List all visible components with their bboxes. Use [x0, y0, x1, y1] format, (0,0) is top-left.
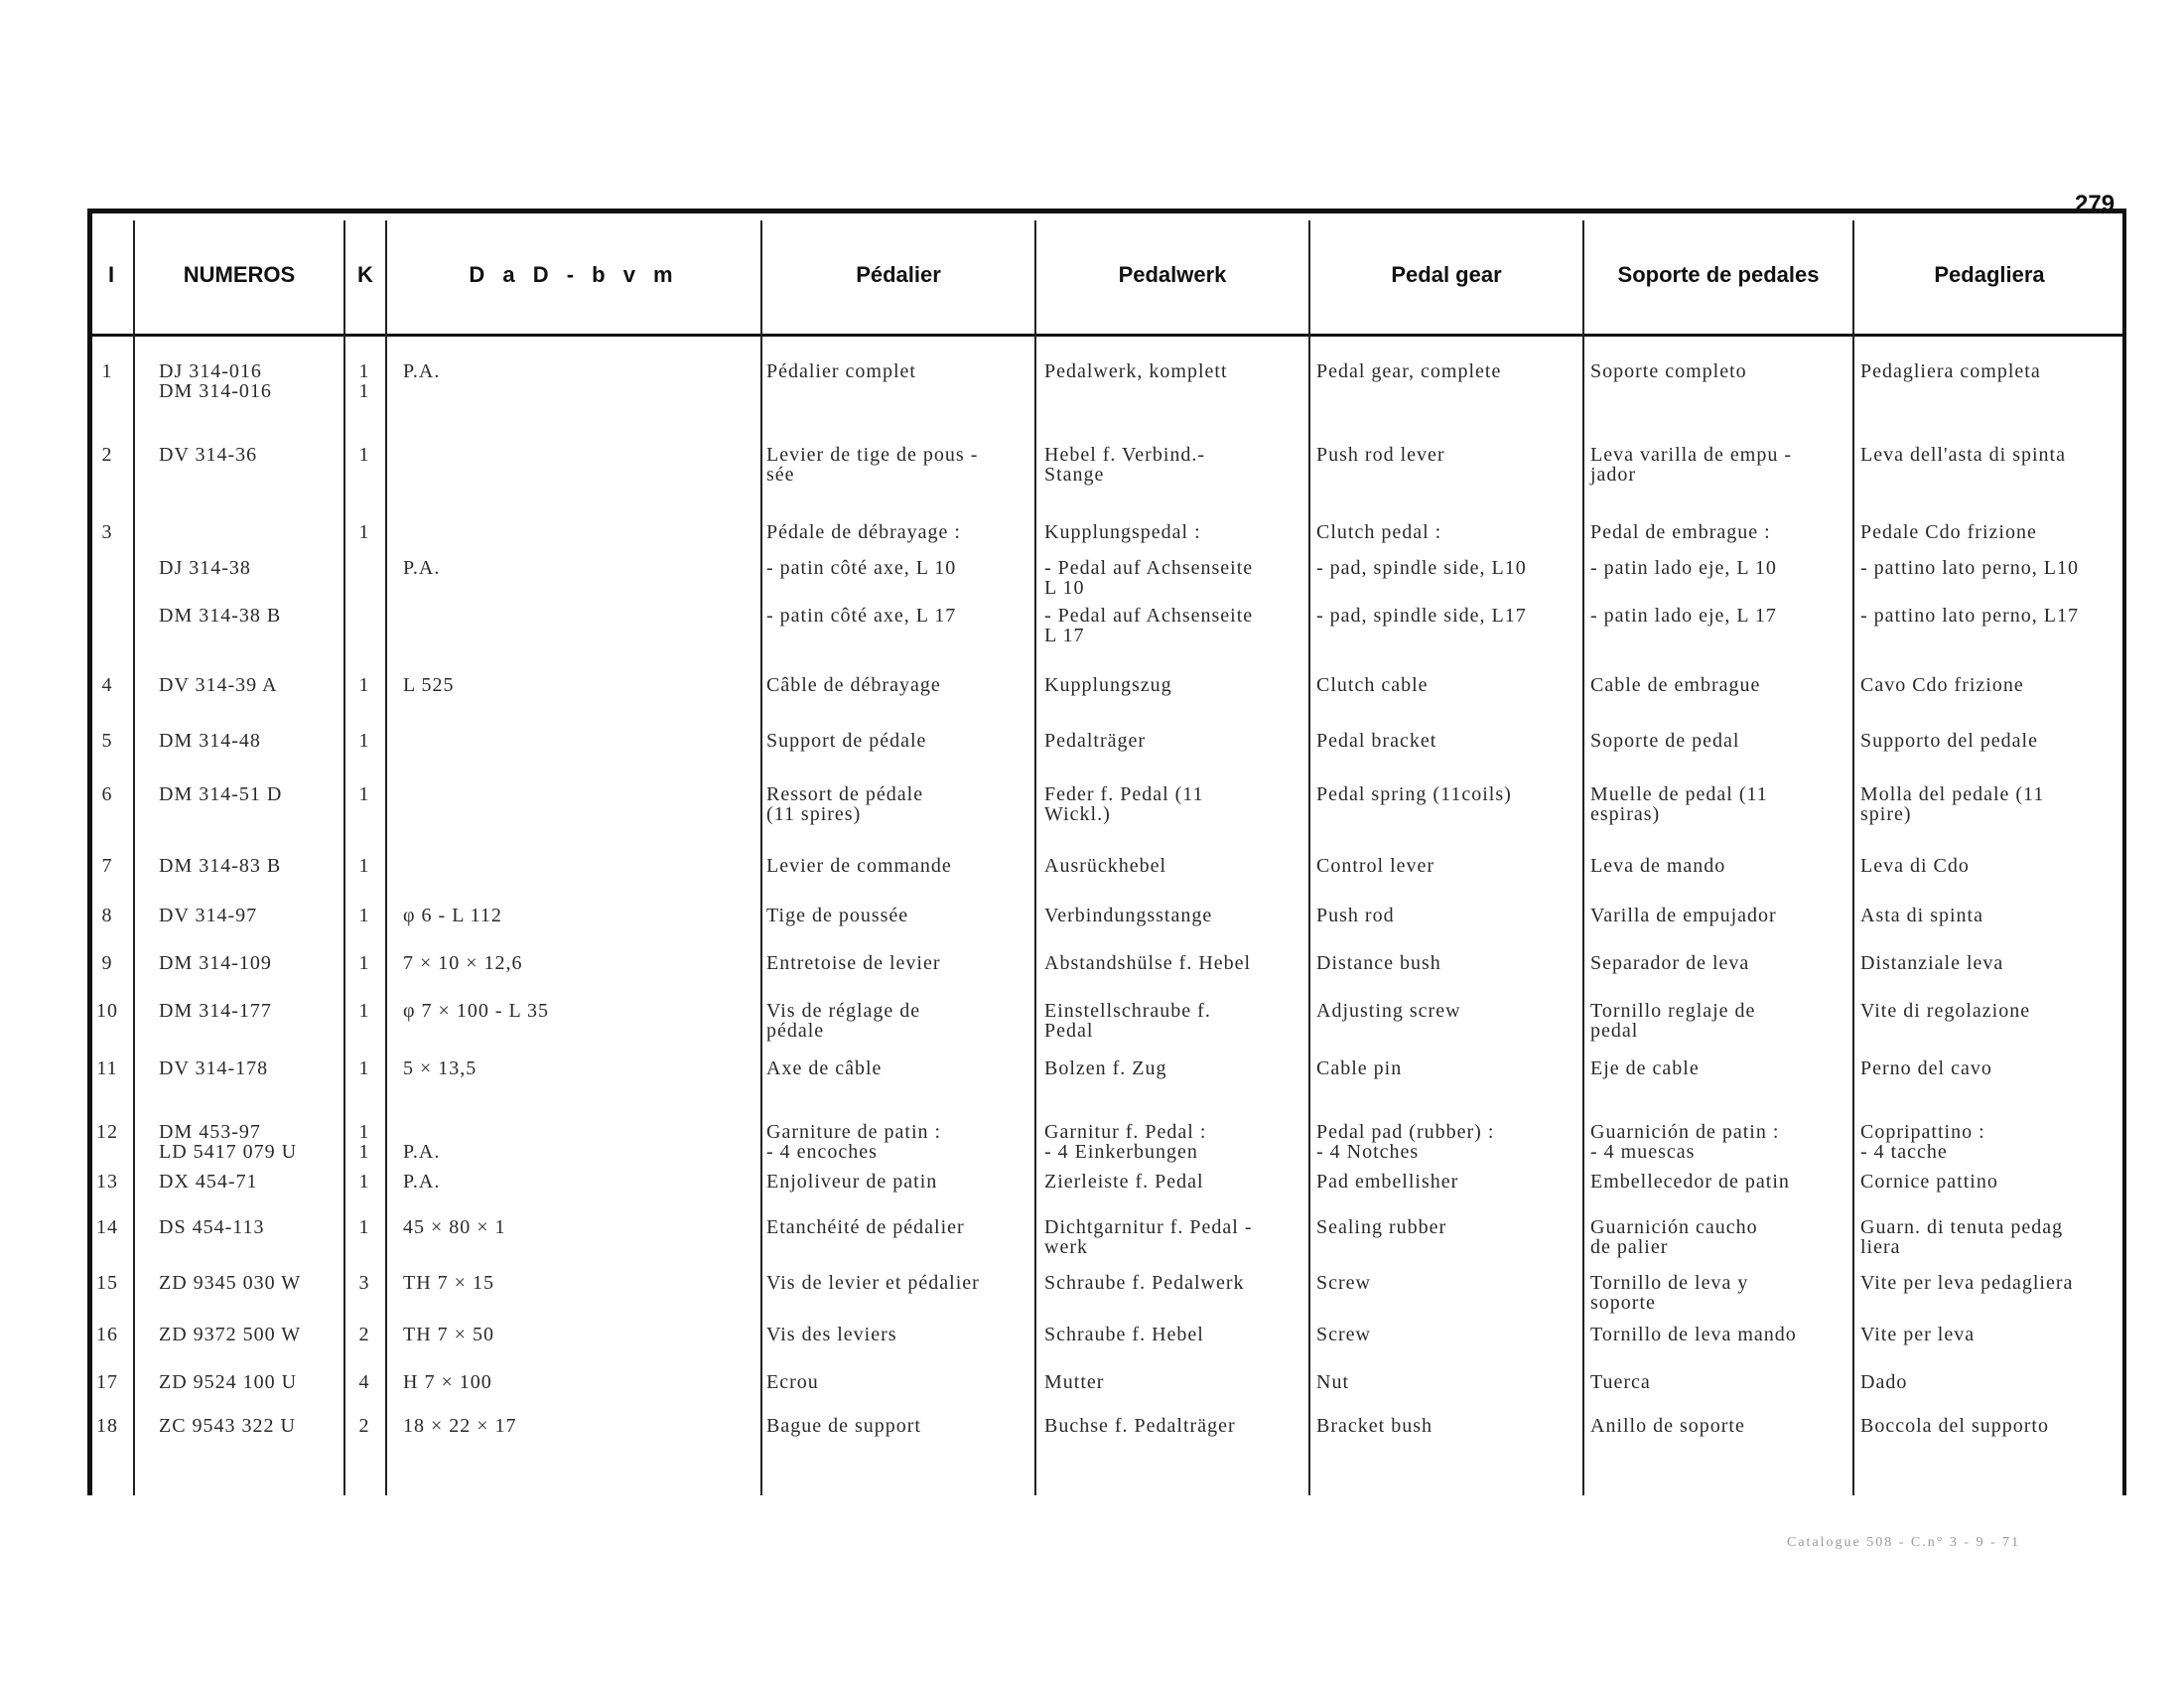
description-french: Levier de tige de pous - sée [766, 444, 979, 486]
header-german: Pedalwerk [1118, 262, 1227, 287]
column-divider [1034, 220, 1036, 1495]
description-french: Vis des leviers [766, 1324, 897, 1345]
description-german: Dichtgarnitur f. Pedal - werk [1044, 1216, 1253, 1258]
description-english: Bracket bush [1316, 1415, 1433, 1437]
description-italian: - pattino lato perno, L17 [1860, 605, 2079, 627]
description-spanish: Anillo de soporte [1590, 1415, 1745, 1437]
description-german: Schraube f. Pedalwerk [1044, 1272, 1245, 1294]
quantity: 1 [358, 521, 370, 543]
description-french: Pédalier complet [766, 360, 916, 382]
description-german: Abstandshülse f. Hebel [1044, 952, 1252, 974]
description-spanish: Pedal de embrague : [1590, 521, 1771, 543]
description-english: Push rod lever [1316, 444, 1445, 466]
description-italian: Copripattino : - 4 tacche [1860, 1121, 1985, 1163]
item-number: 6 [101, 783, 113, 805]
dimensions: φ 7 × 100 - L 35 [403, 1000, 549, 1022]
description-german: Pedalträger [1044, 730, 1147, 752]
item-number: 2 [101, 444, 113, 466]
description-english: Screw [1316, 1272, 1371, 1294]
description-french: - patin côté axe, L 17 [766, 605, 957, 627]
part-number: DJ 314-016 DM 314-016 [159, 360, 272, 402]
description-italian: Vite per leva [1860, 1324, 1976, 1345]
description-english: Sealing rubber [1316, 1216, 1447, 1238]
description-english: Pedal gear, complete [1316, 360, 1502, 382]
description-italian: Molla del pedale (11 spire) [1860, 783, 2045, 825]
part-number: DV 314-97 [159, 905, 258, 926]
quantity: 1 [358, 1000, 370, 1022]
description-spanish: Guarnición de patin : - 4 muescas [1590, 1121, 1780, 1163]
header-spanish: Soporte de pedales [1617, 262, 1820, 287]
description-italian: Guarn. di tenuta pedag liera [1860, 1216, 2064, 1258]
part-number: DM 314-109 [159, 952, 272, 974]
column-divider [760, 220, 762, 1495]
description-english: Nut [1316, 1371, 1349, 1393]
page-number: 279 [2075, 191, 2116, 217]
column-divider [133, 220, 135, 1495]
description-french: Câble de débrayage [766, 674, 941, 696]
header-numeros: NUMEROS [183, 262, 296, 287]
item-number: 18 [96, 1415, 118, 1437]
description-german: Schraube f. Hebel [1044, 1324, 1204, 1345]
quantity: 2 [358, 1324, 370, 1345]
item-number: 15 [96, 1272, 118, 1294]
description-french: Etanchéité de pédalier [766, 1216, 965, 1238]
quantity: 1 [358, 444, 370, 466]
description-french: Enjoliveur de patin [766, 1171, 938, 1193]
description-german: Feder f. Pedal (11 Wickl.) [1044, 783, 1204, 825]
dimensions: TH 7 × 50 [403, 1324, 494, 1345]
quantity: 1 [358, 905, 370, 926]
description-german: Buchse f. Pedalträger [1044, 1415, 1236, 1437]
part-number: DX 454-71 [159, 1171, 258, 1193]
description-italian: Leva di Cdo [1860, 855, 1970, 877]
description-spanish: Tornillo de leva y soporte [1590, 1272, 1749, 1314]
item-number: 4 [101, 674, 113, 696]
dimensions: TH 7 × 15 [403, 1272, 494, 1294]
description-spanish: Soporte de pedal [1590, 730, 1740, 752]
description-english: Control lever [1316, 855, 1435, 877]
dimensions: P.A. [403, 360, 441, 382]
description-spanish: Embellecedor de patin [1590, 1171, 1790, 1193]
description-french: - patin côté axe, L 10 [766, 557, 957, 579]
description-french: Tige de poussée [766, 905, 909, 926]
item-number: 11 [96, 1057, 118, 1079]
part-number: DS 454-113 [159, 1216, 265, 1238]
description-german: - Pedal auf Achsenseite L 17 [1044, 605, 1254, 646]
item-number: 9 [101, 952, 113, 974]
description-spanish: Tornillo de leva mando [1590, 1324, 1797, 1345]
description-spanish: Tornillo reglaje de pedal [1590, 1000, 1756, 1042]
item-number: 8 [101, 905, 113, 926]
description-spanish: Guarnición caucho de palier [1590, 1216, 1758, 1258]
description-german: - Pedal auf Achsenseite L 10 [1044, 557, 1254, 599]
dimensions: P.A. [403, 557, 441, 579]
part-number: DM 314-177 [159, 1000, 272, 1022]
description-italian: Supporto del pedale [1860, 730, 2038, 752]
description-french: Pédale de débrayage : [766, 521, 961, 543]
dimensions: 7 × 10 × 12,6 [403, 952, 523, 974]
description-german: Mutter [1044, 1371, 1105, 1393]
part-number: ZD 9372 500 W [159, 1324, 302, 1345]
description-spanish: Leva de mando [1590, 855, 1726, 877]
header-italian: Pedagliera [1934, 262, 2045, 287]
description-italian: Asta di spinta [1860, 905, 1983, 926]
description-german: Ausrückhebel [1044, 855, 1167, 877]
description-french: Levier de commande [766, 855, 952, 877]
description-english: Adjusting screw [1316, 1000, 1461, 1022]
quantity: 3 [358, 1272, 370, 1294]
description-english: Pedal spring (11coils) [1316, 783, 1512, 805]
part-number: DV 314-178 [159, 1057, 269, 1079]
part-number: ZD 9524 100 U [159, 1371, 298, 1393]
quantity: 1 [358, 855, 370, 877]
description-german: Zierleiste f. Pedal [1044, 1171, 1204, 1193]
item-number: 17 [96, 1371, 118, 1393]
description-german: Hebel f. Verbind.- Stange [1044, 444, 1206, 486]
dimensions: H 7 × 100 [403, 1371, 492, 1393]
header-english: Pedal gear [1391, 262, 1502, 287]
description-english: Clutch cable [1316, 674, 1429, 696]
description-english: Pad embellisher [1316, 1171, 1459, 1193]
description-italian: Distanziale leva [1860, 952, 2004, 974]
column-divider [385, 220, 387, 1495]
part-number: DV 314-39 A [159, 674, 278, 696]
description-english: - pad, spindle side, L17 [1316, 605, 1527, 627]
quantity: 2 [358, 1415, 370, 1437]
description-french: Entretoise de levier [766, 952, 941, 974]
description-french: Axe de câble [766, 1057, 883, 1079]
header-k: K [357, 262, 373, 287]
description-french: Ressort de pédale (11 spires) [766, 783, 924, 825]
description-english: - pad, spindle side, L10 [1316, 557, 1527, 579]
quantity: 1 1 [358, 360, 370, 402]
item-number: 10 [96, 1000, 118, 1022]
item-number: 1 [101, 360, 113, 382]
part-number: DJ 314-38 [159, 557, 251, 579]
footer-note: Catalogue 508 - C.n° 3 - 9 - 71 [1787, 1535, 2021, 1550]
quantity: 1 [358, 730, 370, 752]
quantity: 1 [358, 952, 370, 974]
item-number: 12 [96, 1121, 118, 1143]
dimensions: 45 × 80 × 1 [403, 1216, 506, 1238]
quantity: 4 [358, 1371, 370, 1393]
description-french: Vis de réglage de pédale [766, 1000, 921, 1042]
description-italian: Pedagliera completa [1860, 360, 2041, 382]
part-number: ZC 9543 322 U [159, 1415, 296, 1437]
description-italian: Vite di regolazione [1860, 1000, 2031, 1022]
description-spanish: - patin lado eje, L 10 [1590, 557, 1777, 579]
description-italian: Leva dell'asta di spinta [1860, 444, 2066, 466]
header-item-number: I [107, 262, 115, 287]
quantity: 1 [358, 1216, 370, 1238]
description-italian: - pattino lato perno, L10 [1860, 557, 2079, 579]
quantity: 1 1 [358, 1121, 370, 1163]
description-english: Screw [1316, 1324, 1371, 1345]
description-english: Cable pin [1316, 1057, 1403, 1079]
item-number: 13 [96, 1171, 118, 1193]
description-german: Kupplungspedal : [1044, 521, 1201, 543]
quantity: 1 [358, 1171, 370, 1193]
dimensions: L 525 [403, 674, 455, 696]
part-number: DM 453-97 LD 5417 079 U [159, 1121, 298, 1163]
description-italian: Boccola del supporto [1860, 1415, 2049, 1437]
item-number: 5 [101, 730, 113, 752]
description-english: Distance bush [1316, 952, 1441, 974]
description-spanish: Tuerca [1590, 1371, 1651, 1393]
part-number: DM 314-38 B [159, 605, 282, 627]
part-number: DM 314-48 [159, 730, 261, 752]
header-divider [87, 334, 2126, 337]
description-french: Support de pédale [766, 730, 927, 752]
description-spanish: Eje de cable [1590, 1057, 1700, 1079]
dimensions: P.A. [403, 1171, 441, 1193]
description-english: Push rod [1316, 905, 1395, 926]
description-italian: Vite per leva pedagliera [1860, 1272, 2074, 1294]
item-number: 7 [101, 855, 113, 877]
description-french: Vis de levier et pédalier [766, 1272, 980, 1294]
description-italian: Perno del cavo [1860, 1057, 1992, 1079]
part-number: DM 314-83 B [159, 855, 282, 877]
quantity: 1 [358, 674, 370, 696]
description-german: Verbindungsstange [1044, 905, 1213, 926]
description-german: Pedalwerk, komplett [1044, 360, 1228, 382]
description-spanish: Cable de embrague [1590, 674, 1761, 696]
description-german: Einstellschraube f. Pedal [1044, 1000, 1211, 1042]
item-number: 16 [96, 1324, 118, 1345]
description-spanish: - patin lado eje, L 17 [1590, 605, 1777, 627]
description-spanish: Muelle de pedal (11 espiras) [1590, 783, 1768, 825]
dimensions: P.A. [403, 1141, 441, 1163]
description-french: Bague de support [766, 1415, 921, 1437]
dimensions: 18 × 22 × 17 [403, 1415, 517, 1437]
header-french: Pédalier [856, 262, 941, 287]
description-italian: Cavo Cdo frizione [1860, 674, 2024, 696]
description-english: Pedal pad (rubber) : - 4 Notches [1316, 1121, 1495, 1163]
description-german: Garnitur f. Pedal : - 4 Einkerbungen [1044, 1121, 1207, 1163]
description-german: Bolzen f. Zug [1044, 1057, 1167, 1079]
dimensions: 5 × 13,5 [403, 1057, 478, 1079]
quantity: 1 [358, 1057, 370, 1079]
description-italian: Dado [1860, 1371, 1908, 1393]
part-number: DV 314-36 [159, 444, 258, 466]
item-number: 3 [101, 521, 113, 543]
header-dad: D a D - b v m [469, 262, 679, 287]
item-number: 14 [96, 1216, 118, 1238]
part-number: DM 314-51 D [159, 783, 283, 805]
part-number: ZD 9345 030 W [159, 1272, 302, 1294]
description-italian: Cornice pattino [1860, 1171, 1998, 1193]
description-spanish: Separador de leva [1590, 952, 1750, 974]
description-english: Clutch pedal : [1316, 521, 1442, 543]
description-spanish: Varilla de empujador [1590, 905, 1777, 926]
quantity: 1 [358, 783, 370, 805]
description-italian: Pedale Cdo frizione [1860, 521, 2037, 543]
description-french: Garniture de patin : - 4 encoches [766, 1121, 942, 1163]
description-french: Ecrou [766, 1371, 819, 1393]
description-english: Pedal bracket [1316, 730, 1437, 752]
dimensions: φ 6 - L 112 [403, 905, 502, 926]
description-spanish: Leva varilla de empu - jador [1590, 444, 1793, 486]
description-german: Kupplungszug [1044, 674, 1172, 696]
description-spanish: Soporte completo [1590, 360, 1747, 382]
